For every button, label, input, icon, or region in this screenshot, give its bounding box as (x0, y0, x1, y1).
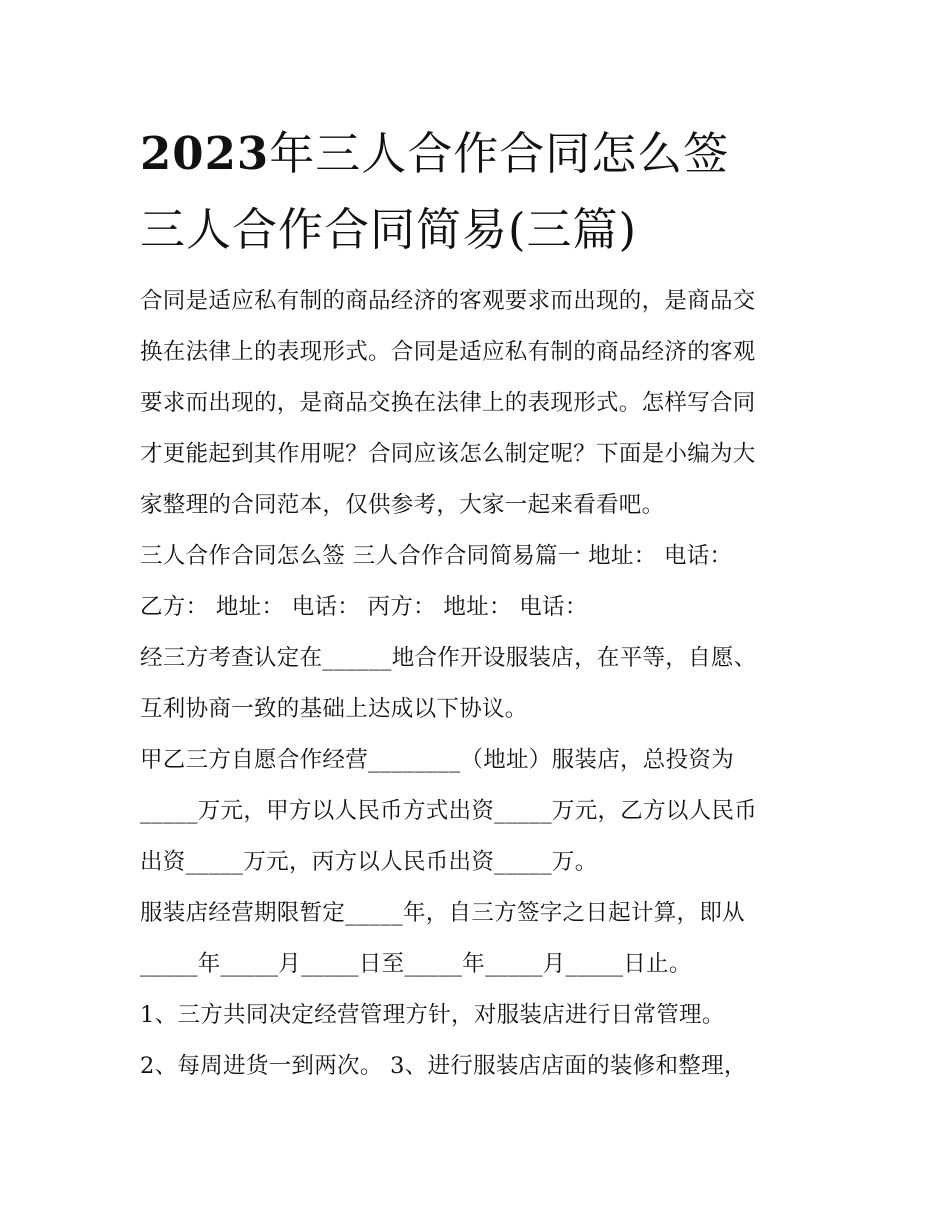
text-line: 1、三方共同决定经营管理方针，对服装店进行日常管理。 (140, 1002, 725, 1028)
text-line: 甲乙三方自愿合作经营________（地址）服装店，总投资为 (140, 747, 735, 773)
title-line-1 (140, 116, 820, 192)
text-line: _____万元，甲方以人民币方式出资_____万元，乙方以人民币 (140, 798, 758, 824)
text-line: 经三方考查认定在______地合作开设服装店，在平等，自愿、 (140, 645, 757, 671)
document-body (140, 276, 820, 1092)
text-line: 家整理的合同范本，仅供参考，大家一起来看看吧。 (140, 492, 665, 518)
title-year: 2023 (140, 127, 270, 180)
text-line: _____年_____月_____日至_____年_____月_____日止。 (140, 951, 692, 977)
text-line: 要求而出现的，是商品交换在法律上的表现形式。怎样写合同 (140, 390, 756, 416)
text-line: 合同是适应私有制的商品经济的客观要求而出现的，是商品交 (140, 288, 756, 314)
text-line: 2、每周进货一到两次。 3、进行服装店店面的装修和整理， (140, 1053, 747, 1079)
text-line: 出资_____万元，丙方以人民币出资_____万。 (140, 849, 598, 875)
text-line: 才更能起到其作用呢？合同应该怎么制定呢？下面是小编为大 (140, 441, 756, 467)
text-line: 服装店经营期限暂定_____年，自三方签字之日起计算，即从 (140, 900, 745, 926)
text-line: 乙方： 地址： 电话： 丙方： 地址： 电话： (140, 594, 588, 620)
document-title (140, 0, 820, 268)
title-line-1-text: 年三人合作合同怎么签 (269, 127, 730, 180)
title-line-2: 三人合作合同简易(三篇) (140, 203, 638, 256)
text-line: 三人合作合同怎么签 三人合作合同简易篇一 地址： 电话： (140, 543, 733, 569)
document-page (140, 0, 820, 1092)
text-line: 互利协商一致的基础上达成以下协议。 (140, 696, 528, 722)
text-line: 换在法律上的表现形式。合同是适应私有制的商品经济的客观 (140, 339, 756, 365)
